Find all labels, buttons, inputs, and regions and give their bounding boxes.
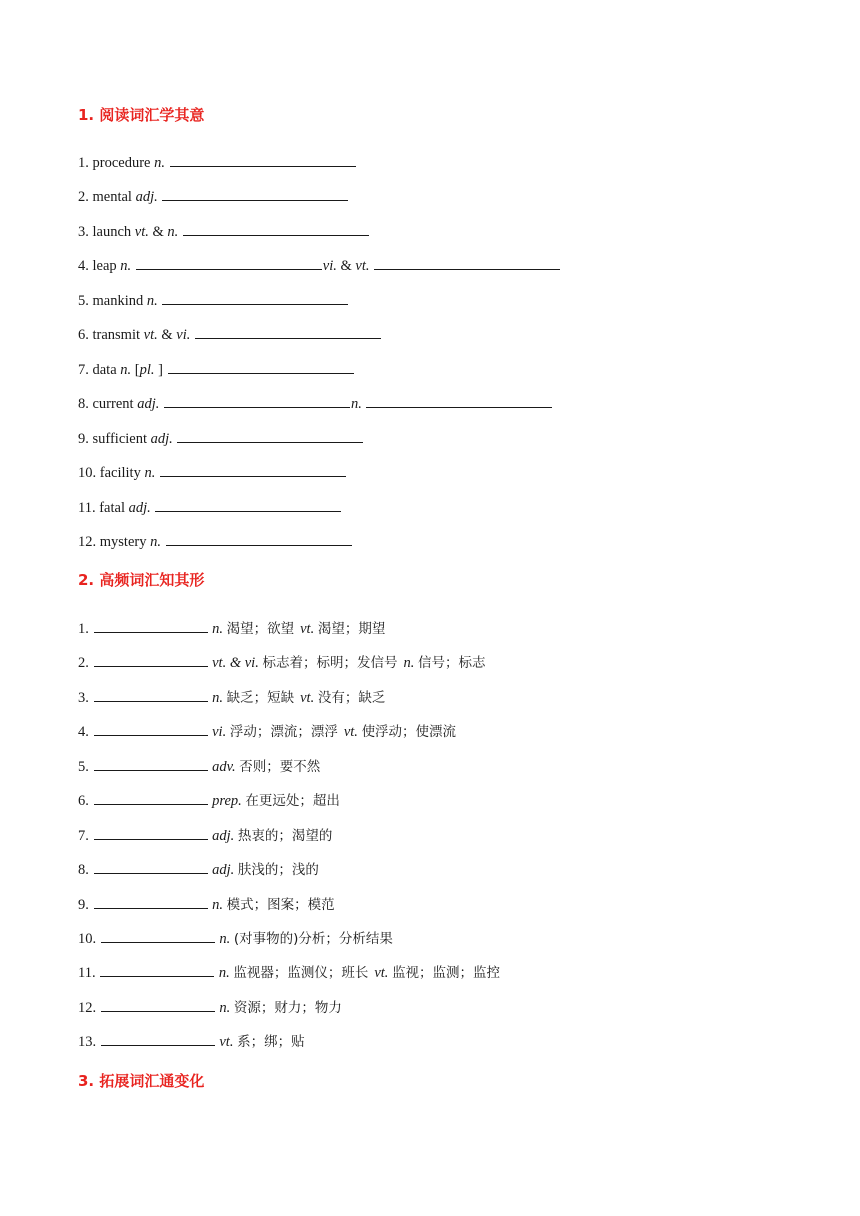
answer-blank[interactable] <box>94 687 208 702</box>
answer-blank[interactable] <box>160 462 346 477</box>
answer-blank[interactable] <box>166 531 352 546</box>
s2-item-7: 7. adj. 热衷的；渴望的 <box>78 825 332 845</box>
s2-item-11: 11. n. 监视器；监测仪；班长 vt. 监视；监测；监控 <box>78 962 500 982</box>
answer-blank[interactable] <box>94 618 208 633</box>
s2-item-10: 10. n. (对事物的)分析；分析结果 <box>78 928 393 948</box>
s1-item-11: 11. fatal adj. <box>78 497 342 517</box>
answer-blank[interactable] <box>94 652 208 667</box>
answer-blank[interactable] <box>94 859 208 874</box>
answer-blank[interactable] <box>366 393 552 408</box>
section-1-heading: 1. 阅读词汇学其意 <box>78 106 205 124</box>
s1-item-4: 4. leap n. vi. & vt. <box>78 255 561 275</box>
s2-item-12: 12. n. 资源；财力；物力 <box>78 997 342 1017</box>
answer-blank[interactable] <box>94 756 208 771</box>
s1-item-6: 6. transmit vt. & vi. <box>78 324 382 344</box>
s2-item-3: 3. n. 缺乏；短缺 vt. 没有；缺乏 <box>78 687 385 707</box>
s1-item-10: 10. facility n. <box>78 462 347 482</box>
s1-item-9: 9. sufficient adj. <box>78 428 364 448</box>
s1-item-5: 5. mankind n. <box>78 290 349 310</box>
section-2-heading: 2. 高频词汇知其形 <box>78 571 205 589</box>
answer-blank[interactable] <box>94 790 208 805</box>
s1-item-3: 3. launch vt. & n. <box>78 221 370 241</box>
answer-blank[interactable] <box>101 1031 215 1046</box>
s2-item-2: 2. vt. & vi. 标志着；标明；发信号 n. 信号；标志 <box>78 652 485 672</box>
s1-item-2: 2. mental adj. <box>78 186 349 206</box>
s1-item-12: 12. mystery n. <box>78 531 353 551</box>
s2-item-1: 1. n. 渴望；欲望 vt. 渴望；期望 <box>78 618 385 638</box>
answer-blank[interactable] <box>170 152 356 167</box>
answer-blank[interactable] <box>168 359 354 374</box>
answer-blank[interactable] <box>100 962 214 977</box>
answer-blank[interactable] <box>101 928 215 943</box>
s2-item-6: 6. prep. 在更远处；超出 <box>78 790 340 810</box>
answer-blank[interactable] <box>164 393 350 408</box>
answer-blank[interactable] <box>162 186 348 201</box>
answer-blank[interactable] <box>101 997 215 1012</box>
answer-blank[interactable] <box>177 428 363 443</box>
s2-item-4: 4. vi. 浮动；漂流；漂浮 vt. 使浮动；使漂流 <box>78 721 456 741</box>
s1-item-7: 7. data n. [pl. ] <box>78 359 355 379</box>
answer-blank[interactable] <box>374 255 560 270</box>
answer-blank[interactable] <box>94 894 208 909</box>
s2-item-9: 9. n. 模式；图案；模范 <box>78 894 335 914</box>
s1-item-1: 1. procedure n. <box>78 152 357 172</box>
answer-blank[interactable] <box>183 221 369 236</box>
s2-item-5: 5. adv. 否则；要不然 <box>78 756 320 776</box>
s2-item-8: 8. adj. 肤浅的；浅的 <box>78 859 319 879</box>
answer-blank[interactable] <box>155 497 341 512</box>
answer-blank[interactable] <box>136 255 322 270</box>
answer-blank[interactable] <box>94 825 208 840</box>
s2-item-13: 13. vt. 系；绑；贴 <box>78 1031 305 1051</box>
s1-item-8: 8. current adj. n. <box>78 393 553 413</box>
answer-blank[interactable] <box>94 721 208 736</box>
answer-blank[interactable] <box>162 290 348 305</box>
answer-blank[interactable] <box>195 324 381 339</box>
section-3-heading: 3. 拓展词汇通变化 <box>78 1072 205 1090</box>
